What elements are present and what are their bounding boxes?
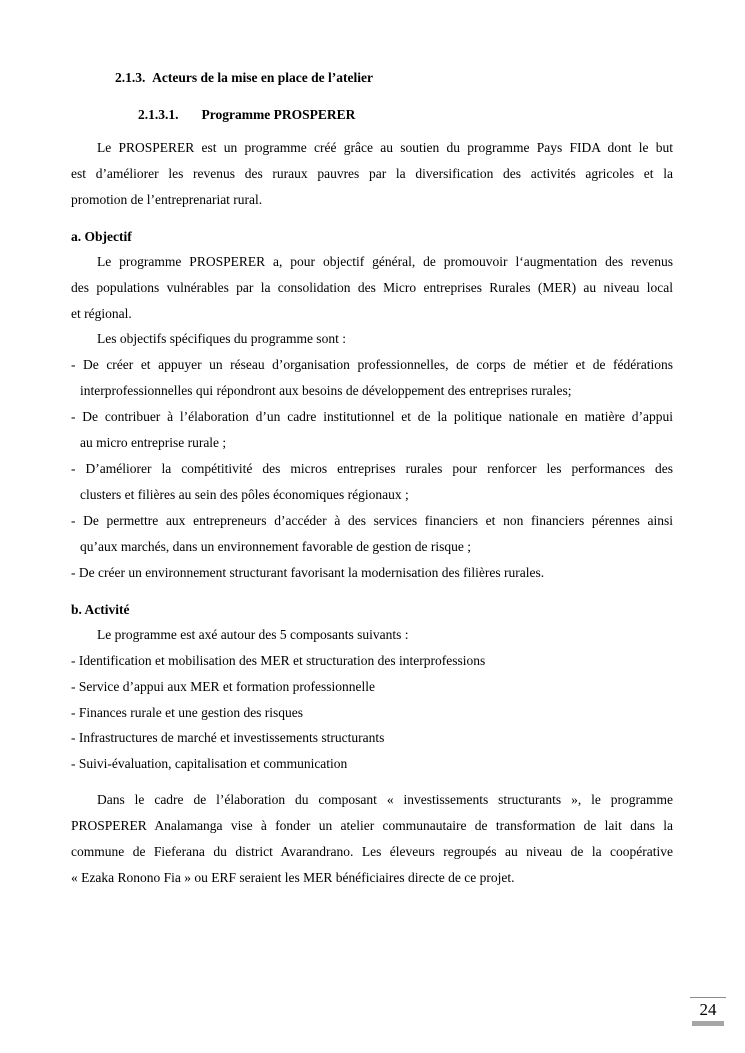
page-number-box <box>690 997 726 1027</box>
activite-heading: b. Activité <box>71 602 130 617</box>
objectif-item: - D’améliorer la compétitivité des micros entreprises rurales pour renforcer les performances des <box>71 461 673 476</box>
objectif-general-line: et régional. <box>71 306 132 321</box>
subsection-title: Programme PROSPERER <box>201 107 356 122</box>
closing-line: Dans le cadre de l’élaboration du composant « investissements structurants », le programme <box>97 792 673 807</box>
objectif-item: - De permettre aux entrepreneurs d’accéder à des services financiers et non financiers pérennes ainsi <box>71 513 673 528</box>
objectif-specific-intro: Les objectifs spécifiques du programme sont : <box>97 331 346 346</box>
activite-item: - Suivi-évaluation, capitalisation et communication <box>71 756 348 771</box>
objectif-item-continuation: clusters et filières au sein des pôles économiques régionaux ; <box>80 487 409 502</box>
activite-item: - Service d’appui aux MER et formation professionnelle <box>71 679 376 694</box>
activite-item: - Infrastructures de marché et investissements structurants <box>71 730 385 745</box>
activite-intro: Le programme est axé autour des 5 composants suivants : <box>97 627 409 642</box>
intro-line: promotion de l’entreprenariat rural. <box>71 192 263 207</box>
intro-line: Le PROSPERER est un programme créé grâce au soutien du programme Pays FIDA dont le but <box>97 140 673 155</box>
objectif-item: - De créer un environnement structurant favorisant la modernisation des filières rurales. <box>71 565 545 580</box>
activite-item: - Identification et mobilisation des MER et structuration des interprofessions <box>71 653 486 668</box>
activite-item: - Finances rurale et une gestion des risques <box>71 705 304 720</box>
objectif-general-line: des populations vulnérables par la consolidation des Micro entreprises Rurales (MER) au niveau local <box>71 280 673 295</box>
closing-line: « Ezaka Ronono Fia » ou ERF seraient les MER bénéficiaires directe de ce projet. <box>71 870 515 885</box>
subsection-number: 2.1.3.1. <box>138 107 179 122</box>
objectif-item: - De contribuer à l’élaboration d’un cadre institutionnel et de la politique nationale en matière d’appui <box>71 409 673 424</box>
section-heading <box>115 69 373 87</box>
objectif-item-continuation: au micro entreprise rurale ; <box>80 435 227 450</box>
objectif-item-continuation: qu’aux marchés, dans un environnement favorable de gestion de risque ; <box>80 539 471 554</box>
page-number-top-rule <box>690 997 726 998</box>
subsection-heading <box>138 106 355 124</box>
objectif-item-continuation: interprofessionnelles qui répondront aux besoins de développement des entreprises rurales; <box>80 383 572 398</box>
objectif-item: - De créer et appuyer un réseau d’organisation professionnelles, de corps de métier et de fédérations <box>71 357 673 372</box>
objectif-heading: a. Objectif <box>71 229 132 244</box>
section-number: 2.1.3. <box>115 70 146 85</box>
section-title: Acteurs de la mise en place de l’atelier <box>152 70 373 85</box>
intro-line: est d’améliorer les revenus des ruraux pauvres par la diversification des activités agricoles et la <box>71 166 673 181</box>
objectif-general-line: Le programme PROSPERER a, pour objectif général, de promouvoir l‘augmentation des revenus <box>97 254 673 269</box>
page-number-bar <box>692 1021 724 1026</box>
page-number: 24 <box>699 1000 717 1019</box>
closing-line: PROSPERER Analamanga vise à fonder un atelier communautaire de transformation de lait dans la <box>71 818 673 833</box>
closing-line: commune de Fieferana du district Avarandrano. Les éleveurs regroupés au niveau de la coopérative <box>71 844 673 859</box>
